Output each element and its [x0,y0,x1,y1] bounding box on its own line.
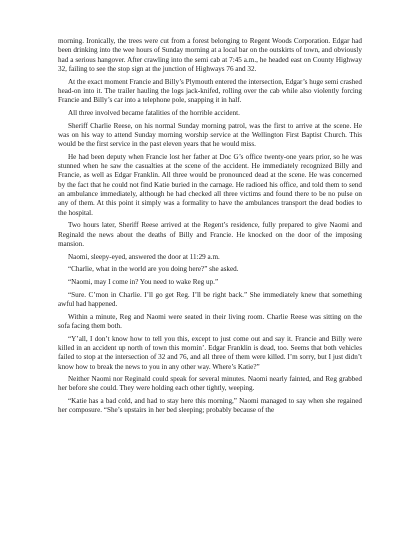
paragraph: All three involved became fatalities of the horrible accident. [68,108,240,117]
paragraph: “Naomi, may I come in? You need to wake Reg up.” [68,277,219,286]
paragraph: Two hours later, Sheriff Reese arrived at the Regent’s residence, fully prepared to give Naomi and Reginald the news about the deaths of Billy and Francie. He knocked on the door of the imposing mansion. [58,221,362,248]
paragraph: Within a minute, Reg and Naomi were seated in their living room. Charlie Reese was sitting on the sofa facing them both. [58,312,362,330]
paragraph: “Sure. C’mon in Charlie. I’ll go get Reg. I’ll be right back.” She immediately knew that something awful had happened. [58,290,362,308]
paragraph: morning. Ironically, the trees were cut from a forest belonging to Regent Woods Corporation. Edgar had been drinking into the wee hours of Sunday morning at a local bar on the outskirts of town, and obviously had a serious hangover. After crawling into the semi cab at 7:45 a.m., he headed east on County Highway 32, failing to see the stop sign at the junction of Highways 76 and 32. [58,37,362,73]
paragraph: At the exact moment Francie and Billy’s Plymouth entered the intersection, Edgar’s huge semi crashed head-on into it. The trailer hauling the logs jack-knifed, rolling over the cab while also violently forcing Francie and Billy’s car into a telephone pole, snapping it in half. [58,77,362,105]
paragraph: “Y’all, I don’t know how to tell you this, except to just come out and say it. Francie and Billy were killed in an accident up north of town this mornin’. Edgar Franklin is dead, too. Seems that both vehicles failed to stop at the intersection of 32 and 76, and all three of them were killed. I’m sorry, but I just didn’t know how to break the news to you in any other way. Where’s Katie?” [58,334,362,371]
paragraph: “Charlie, what in the world are you doing here?” she asked. [68,265,239,274]
paragraph: Neither Naomi nor Reginald could speak for several minutes. Naomi nearly fainted, and Reg grabbed her before she could. They were holding each other tightly, weeping. [58,375,362,393]
paragraph: He had been deputy when Francie lost her father at Doc G’s office twenty-one years prior, so he was stunned when he saw the casualties at the scene of the accident. He immediately recognized Billy and Francie, as well as Edgar Franklin. All three would be pronounced dead at the scene. He was concerned by the fact that he could not find Katie buried in the carnage. He radioed his office, and told them to send an ambulance immediately, although he had checked all three victims and found there to be no pulse on any of them. At this point it simply was a formality to have the ambulances transport the dead bodies to the hospital. [58,152,362,217]
paragraph: Sheriff Charlie Reese, on his normal Sunday morning patrol, was the first to arrive at the scene. He was on his way to attend Sunday morning worship service at the Wellington First Baptist Church. This would be the first service in the past eleven years that he would miss. [58,121,362,149]
paragraph: Naomi, sleepy-eyed, answered the door at 11:29 a.m. [68,252,220,261]
paragraph: “Katie has a bad cold, and had to stay here this morning,” Naomi managed to say when she regained her composure. “She’s upstairs in her bed sleeping; probably because of the [58,397,362,415]
